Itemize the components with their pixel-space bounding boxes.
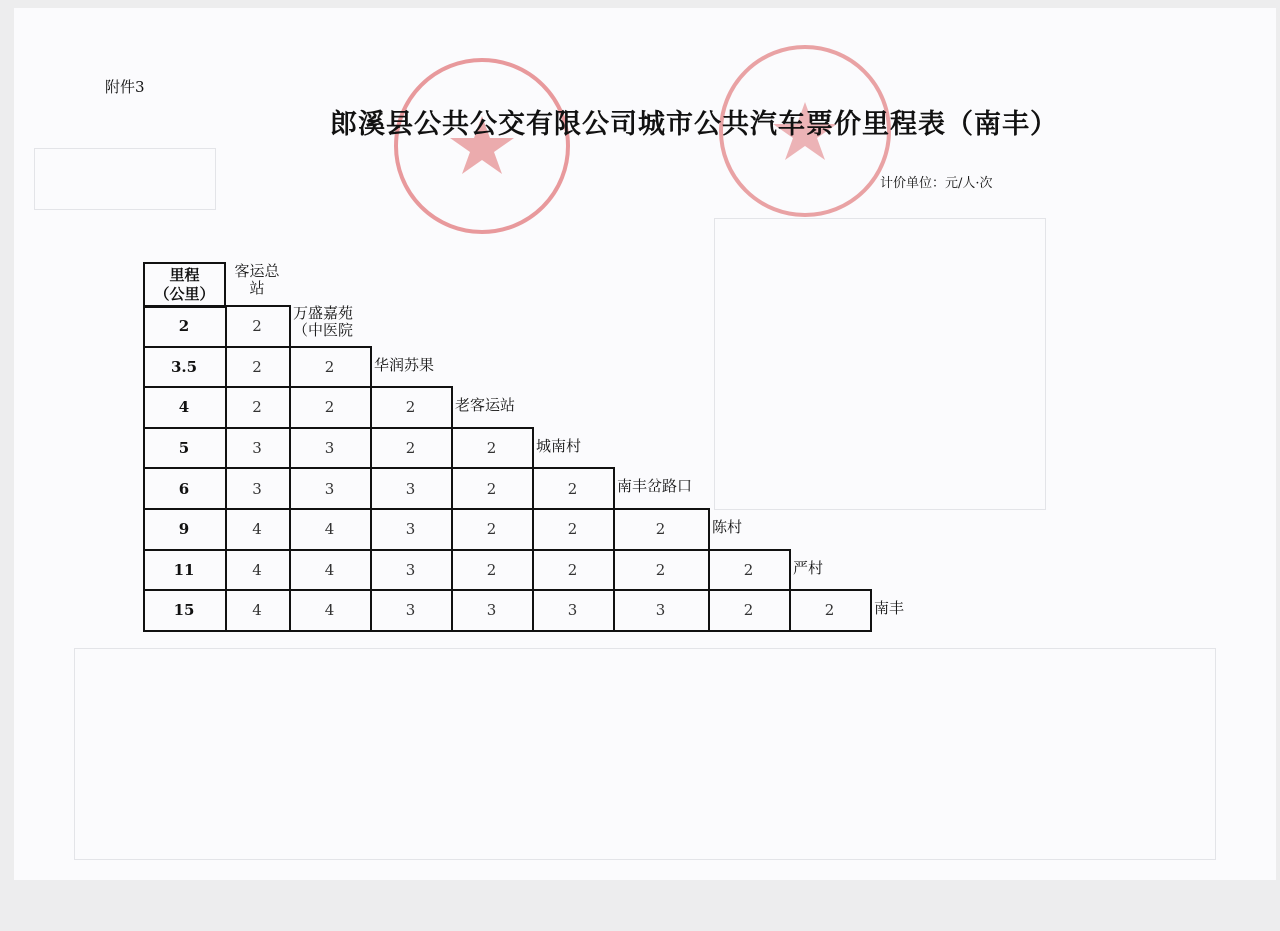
header-mileage-line1: 里程 (169, 266, 200, 284)
price-cell: 3 (252, 479, 262, 498)
price-cell: 2 (486, 560, 497, 579)
station-label: 严村 (793, 558, 824, 577)
table-border (789, 549, 791, 591)
price-cell: 4 (324, 601, 335, 620)
price-cell: 4 (252, 520, 262, 539)
price-cell: 3 (324, 479, 335, 498)
station-label: 南丰 (874, 599, 905, 618)
price-cell: 2 (486, 520, 497, 539)
bleed-through-box (74, 648, 1216, 860)
price-cell: 3 (655, 601, 666, 620)
price-cell: 2 (324, 398, 335, 417)
price-cell: 2 (655, 560, 666, 579)
station-label: 华润苏果 (374, 355, 435, 374)
table-border (289, 305, 291, 347)
price-cell: 2 (824, 601, 835, 620)
header-mileage-line2: （公里） (154, 285, 215, 303)
price-cell: 2 (567, 479, 578, 498)
table-border (613, 467, 615, 509)
km-cell: 5 (178, 439, 190, 458)
price-cell: 3 (405, 479, 416, 498)
km-cell: 15 (173, 601, 195, 620)
price-unit-note: 计价单位：元/人·次 (880, 176, 993, 191)
table-border (870, 589, 872, 631)
station-label-line: 客运总 (234, 262, 280, 280)
price-cell: 3 (324, 439, 335, 458)
document-page (14, 8, 1276, 880)
price-cell: 2 (743, 601, 754, 620)
station-label: 城南村 (536, 436, 582, 455)
price-cell: 2 (486, 479, 497, 498)
station-label: 南丰岔路口 (617, 477, 693, 496)
price-cell: 2 (252, 398, 262, 417)
km-cell: 9 (178, 520, 190, 539)
price-cell: 3 (405, 601, 416, 620)
price-cell: 3 (405, 520, 416, 539)
station-label-line: 站 (249, 279, 265, 297)
station-label-line: （中医院 (293, 321, 354, 339)
station-label (293, 305, 373, 339)
bleed-through-box (714, 218, 1046, 510)
price-cell: 2 (405, 439, 416, 458)
price-cell: 4 (252, 601, 262, 620)
bleed-through-box (34, 148, 216, 210)
table-border (708, 508, 710, 550)
price-cell: 3 (486, 601, 497, 620)
table-border (451, 386, 453, 428)
price-cell: 3 (405, 560, 416, 579)
station-label (227, 263, 287, 297)
km-cell: 3.5 (170, 357, 198, 376)
price-cell: 4 (324, 560, 335, 579)
km-cell: 4 (178, 398, 190, 417)
station-label: 陈村 (712, 518, 743, 536)
price-cell: 2 (567, 520, 578, 539)
stamp-left (386, 50, 578, 242)
station-label: 老客运站 (455, 396, 516, 415)
price-cell: 2 (743, 560, 754, 579)
price-cell: 2 (486, 439, 497, 458)
table-border (532, 427, 534, 469)
price-cell: 3 (252, 439, 262, 458)
station-label-line: 万盛嘉苑 (293, 304, 354, 322)
km-cell: 6 (178, 479, 190, 498)
price-cell: 2 (567, 560, 578, 579)
price-cell: 4 (324, 520, 335, 539)
km-cell: 2 (178, 317, 190, 336)
price-cell: 4 (252, 560, 262, 579)
attachment-label: 附件3 (105, 78, 145, 96)
page-title: 郎溪县公共公交有限公司城市公共汽车票价里程表（南丰） (330, 109, 1058, 140)
price-cell: 2 (405, 398, 416, 417)
price-cell: 2 (655, 520, 666, 539)
table-border (370, 346, 372, 388)
header-mileage (143, 262, 226, 308)
price-cell: 2 (324, 357, 335, 376)
price-cell: 2 (252, 357, 262, 376)
price-cell: 2 (252, 317, 262, 336)
km-cell: 11 (173, 560, 195, 579)
price-cell: 3 (567, 601, 578, 620)
